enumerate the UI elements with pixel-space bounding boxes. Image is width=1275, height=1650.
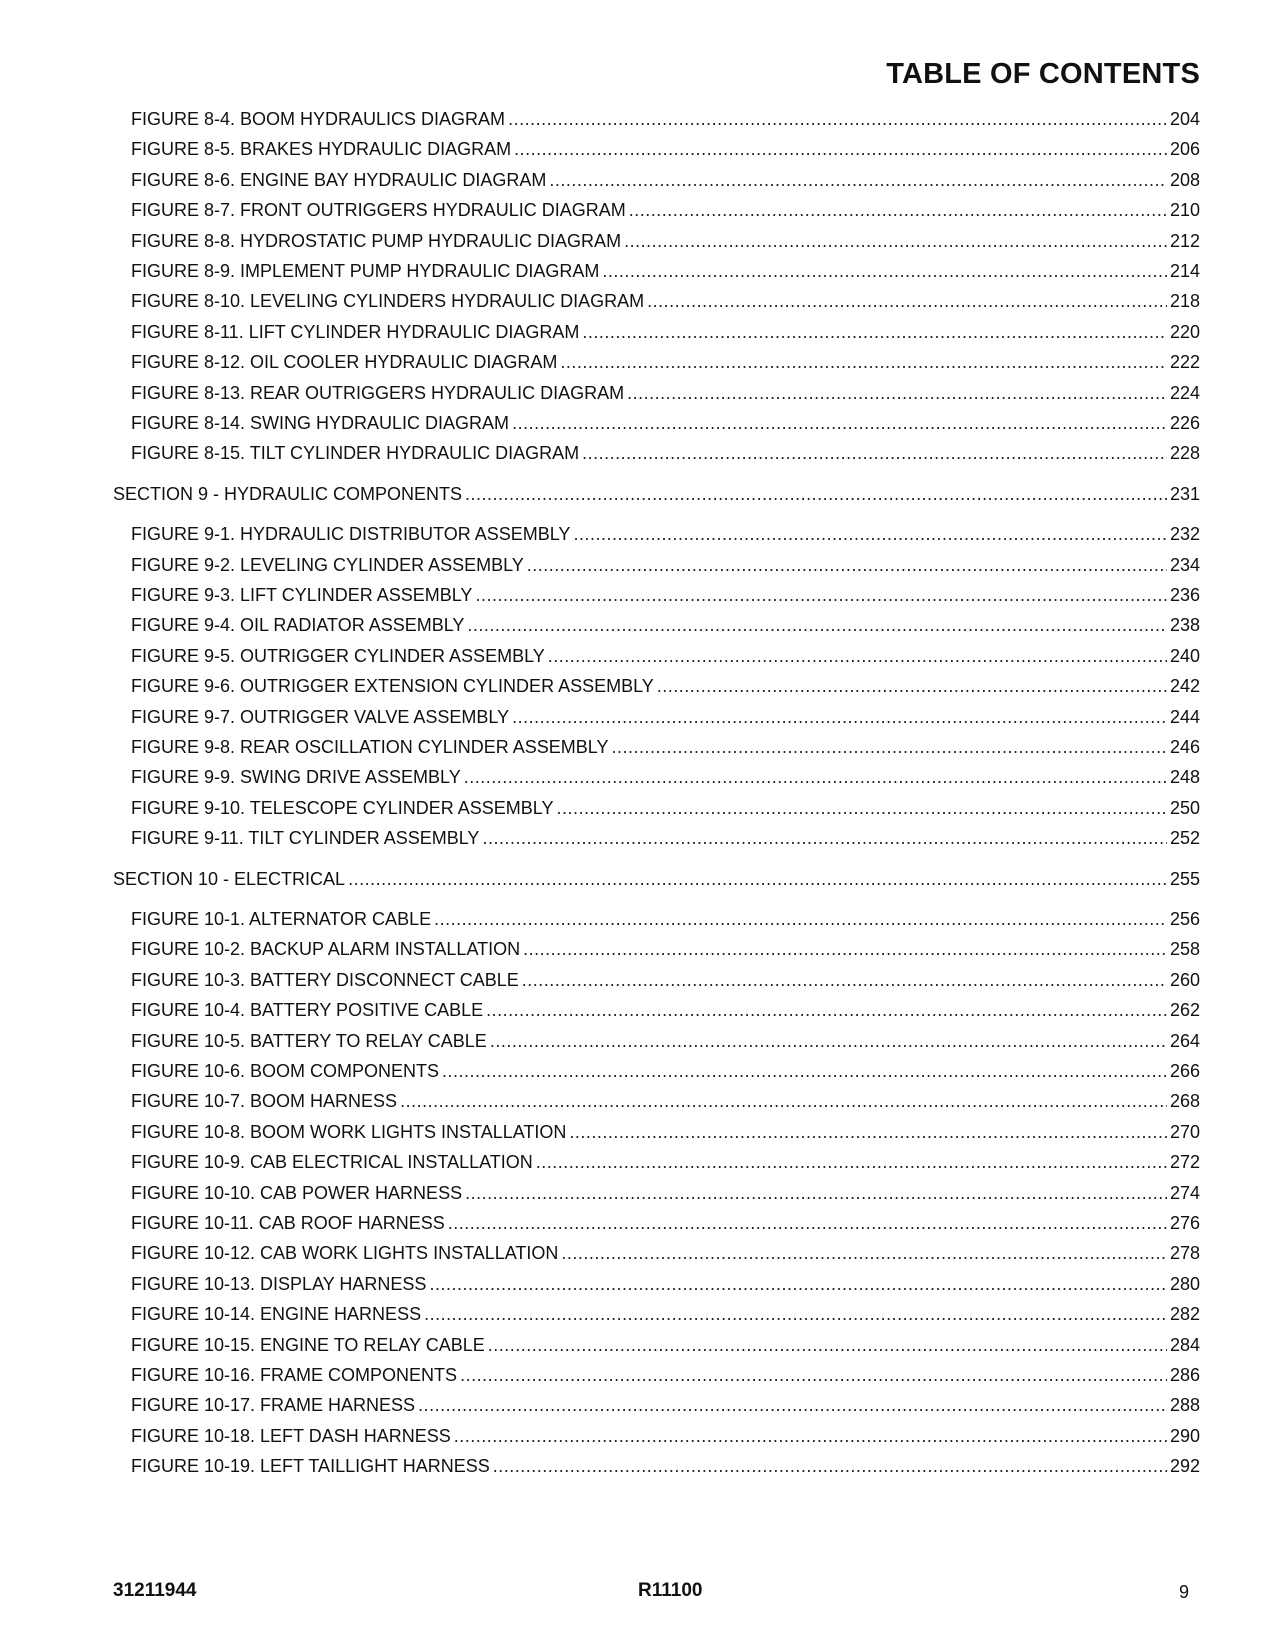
toc-dot-leader xyxy=(460,1364,1167,1386)
toc-entry-page: 258 xyxy=(1169,939,1200,960)
toc-figure-entry[interactable] xyxy=(131,1273,1200,1295)
toc-figure-entry[interactable] xyxy=(131,138,1200,160)
toc-entry-page: 264 xyxy=(1169,1030,1200,1051)
toc-entry-title: FIGURE 8-14. SWING HYDRAULIC DIAGRAM xyxy=(131,413,510,433)
toc-figure-entry[interactable] xyxy=(131,1455,1200,1477)
toc-entry-page: 262 xyxy=(1169,1000,1200,1021)
toc-figure-entry[interactable] xyxy=(131,736,1200,758)
toc-dot-leader xyxy=(493,1455,1167,1477)
toc-dot-leader xyxy=(523,938,1167,960)
toc-dot-leader xyxy=(490,1030,1167,1052)
toc-entry-title: FIGURE 10-8. BOOM WORK LIGHTS INSTALLATION xyxy=(131,1121,567,1142)
toc-entry-title: FIGURE 9-9. SWING DRIVE ASSEMBLY xyxy=(131,767,461,788)
toc-figure-entry[interactable] xyxy=(131,1151,1200,1173)
toc-dot-leader xyxy=(561,1242,1167,1264)
toc-entry-page: 228 xyxy=(1169,443,1200,464)
toc-section-entry[interactable] xyxy=(113,868,1200,890)
toc-figure-entry[interactable] xyxy=(131,645,1200,667)
toc-entry-title: FIGURE 9-10. TELESCOPE CYLINDER ASSEMBLY xyxy=(131,797,554,818)
toc-entry-title: FIGURE 10-3. BATTERY DISCONNECT CABLE xyxy=(131,969,519,990)
toc-dot-leader xyxy=(536,1151,1167,1173)
toc-entry-page: 244 xyxy=(1169,706,1200,727)
toc-entry-title: FIGURE 8-13. REAR OUTRIGGERS HYDRAULIC DIAGRAM xyxy=(131,382,625,403)
toc-entry-title: FIGURE 9-11. TILT CYLINDER ASSEMBLY xyxy=(131,828,480,849)
toc-dot-leader xyxy=(569,1121,1167,1143)
toc-entry-title: FIGURE 9-4. OIL RADIATOR ASSEMBLY xyxy=(131,615,465,636)
toc-dot-leader xyxy=(627,382,1167,404)
toc-figure-entry[interactable] xyxy=(131,706,1200,728)
toc-figure-entry[interactable] xyxy=(131,614,1200,636)
toc-entry-title: FIGURE 8-7. FRONT OUTRIGGERS HYDRAULIC DIAGRAM xyxy=(131,200,626,221)
toc-dot-leader xyxy=(512,412,1167,434)
toc-entry-page: 255 xyxy=(1169,868,1200,889)
toc-entry-page: 270 xyxy=(1169,1121,1200,1142)
toc-dot-leader xyxy=(465,483,1167,505)
toc-dot-leader xyxy=(434,908,1167,930)
toc-entry-page: 290 xyxy=(1169,1425,1200,1446)
toc-entry-title: FIGURE 10-15. ENGINE TO RELAY CABLE xyxy=(131,1334,485,1355)
toc-entry-title: FIGURE 8-15. TILT CYLINDER HYDRAULIC DIAGRAM xyxy=(131,443,580,464)
toc-dot-leader xyxy=(465,1182,1167,1204)
toc-figure-entry[interactable] xyxy=(131,108,1200,130)
toc-dot-leader xyxy=(548,645,1167,667)
toc-dot-leader xyxy=(624,230,1167,252)
toc-entry-title: FIGURE 10-10. CAB POWER HARNESS xyxy=(131,1182,463,1203)
toc-dot-leader xyxy=(486,999,1167,1021)
toc-entry-title: FIGURE 8-5. BRAKES HYDRAULIC DIAGRAM xyxy=(131,139,512,160)
toc-entry-page: 280 xyxy=(1169,1273,1200,1294)
toc-entry-title: FIGURE 10-4. BATTERY POSITIVE CABLE xyxy=(131,1000,484,1021)
toc-dot-leader xyxy=(442,1060,1167,1082)
toc-dot-leader xyxy=(482,827,1167,849)
toc-entry-title: FIGURE 8-10. LEVELING CYLINDERS HYDRAULIC DIAGRAM xyxy=(131,291,645,312)
toc-figure-entry[interactable] xyxy=(131,199,1200,221)
toc-dot-leader xyxy=(582,321,1167,343)
toc-entry-page: 282 xyxy=(1169,1304,1200,1325)
toc-figure-entry[interactable] xyxy=(131,382,1200,404)
toc-figure-entry[interactable] xyxy=(131,290,1200,312)
toc-figure-entry[interactable] xyxy=(131,797,1200,819)
toc-entry-page: 210 xyxy=(1169,200,1200,221)
toc-dot-leader xyxy=(657,675,1167,697)
toc-entry-page: 256 xyxy=(1169,909,1200,929)
toc-entry-title: FIGURE 9-8. REAR OSCILLATION CYLINDER ASSEMBLY xyxy=(131,737,609,757)
toc-dot-leader xyxy=(560,351,1167,373)
toc-entry-title: FIGURE 10-18. LEFT DASH HARNESS xyxy=(131,1425,451,1446)
toc-entry-page: 206 xyxy=(1169,139,1200,160)
toc-figure-entry[interactable] xyxy=(131,1060,1200,1082)
toc-figure-entry[interactable] xyxy=(131,675,1200,697)
toc-dot-leader xyxy=(467,614,1167,636)
toc-dot-leader xyxy=(556,797,1166,819)
toc-figure-entry[interactable] xyxy=(131,584,1200,606)
toc-entry-title: FIGURE 8-8. HYDROSTATIC PUMP HYDRAULIC DIAGRAM xyxy=(131,230,622,251)
toc-entry-title: FIGURE 8-4. BOOM HYDRAULICS DIAGRAM xyxy=(131,109,506,129)
toc-entry-title: FIGURE 10-11. CAB ROOF HARNESS xyxy=(131,1213,445,1233)
toc-entry-page: 266 xyxy=(1169,1061,1200,1081)
toc-entry-page: 214 xyxy=(1169,261,1200,281)
toc-dot-leader xyxy=(573,523,1167,545)
toc-entry-title: FIGURE 9-7. OUTRIGGER VALVE ASSEMBLY xyxy=(131,706,510,727)
toc-dot-leader xyxy=(602,260,1167,282)
toc-entry-title: FIGURE 10-13. DISPLAY HARNESS xyxy=(131,1273,427,1294)
toc-entry-page: 286 xyxy=(1169,1365,1200,1385)
toc-entry-page: 222 xyxy=(1169,352,1200,373)
toc-figure-entry[interactable] xyxy=(131,412,1200,434)
toc-dot-leader xyxy=(629,199,1167,221)
toc-figure-entry[interactable] xyxy=(131,1394,1200,1416)
toc-dot-leader xyxy=(348,868,1167,890)
toc-figure-entry[interactable] xyxy=(131,827,1200,849)
toc-figure-entry[interactable] xyxy=(131,351,1200,373)
toc-entry-page: 288 xyxy=(1169,1395,1200,1416)
toc-entry-title: FIGURE 9-2. LEVELING CYLINDER ASSEMBLY xyxy=(131,554,524,575)
toc-entry-page: 212 xyxy=(1169,230,1200,251)
toc-entry-page: 276 xyxy=(1169,1213,1200,1233)
toc-figure-entry[interactable] xyxy=(131,1303,1200,1325)
toc-entry-page: 284 xyxy=(1169,1334,1200,1355)
toc-entry-page: 252 xyxy=(1169,828,1200,849)
toc-entry-title: FIGURE 10-16. FRAME COMPONENTS xyxy=(131,1365,458,1385)
toc-figure-entry[interactable] xyxy=(131,554,1200,576)
toc-dot-leader xyxy=(514,138,1167,160)
toc-figure-entry[interactable] xyxy=(131,1182,1200,1204)
toc-entry-page: 246 xyxy=(1169,737,1200,757)
toc-entry-page: 231 xyxy=(1169,483,1200,504)
toc-entry-page: 240 xyxy=(1169,645,1200,666)
toc-entry-title: FIGURE 10-9. CAB ELECTRICAL INSTALLATION xyxy=(131,1152,533,1173)
toc-figure-entry[interactable] xyxy=(131,1030,1200,1052)
toc-dot-leader xyxy=(464,766,1167,788)
toc-entry-title: FIGURE 9-1. HYDRAULIC DISTRIBUTOR ASSEMBLY xyxy=(131,524,571,545)
toc-dot-leader xyxy=(611,736,1166,758)
toc-dot-leader xyxy=(508,108,1167,130)
toc-entry-title: FIGURE 10-17. FRAME HARNESS xyxy=(131,1395,416,1416)
toc-entry-page: 204 xyxy=(1169,109,1200,129)
toc-entry-page: 220 xyxy=(1169,321,1200,342)
toc-entry-page: 238 xyxy=(1169,615,1200,636)
toc-figure-entry[interactable] xyxy=(131,230,1200,252)
toc-dot-leader xyxy=(582,442,1167,464)
toc-figure-entry[interactable] xyxy=(131,442,1200,464)
toc-section-entry[interactable] xyxy=(113,483,1200,505)
toc-figure-entry[interactable] xyxy=(131,169,1200,191)
toc-dot-leader xyxy=(647,290,1167,312)
toc-figure-entry[interactable] xyxy=(131,969,1200,991)
toc-entry-page: 274 xyxy=(1169,1182,1200,1203)
footer-doc-number: 31211944 xyxy=(113,1580,197,1601)
toc-entry-page: 292 xyxy=(1169,1456,1200,1477)
toc-figure-entry[interactable] xyxy=(131,938,1200,960)
toc-entry-title: FIGURE 10-7. BOOM HARNESS xyxy=(131,1091,398,1112)
toc-dot-leader xyxy=(475,584,1167,606)
toc-entry-title: FIGURE 10-14. ENGINE HARNESS xyxy=(131,1304,422,1325)
toc-entry-page: 226 xyxy=(1169,413,1200,433)
toc-dot-leader xyxy=(424,1303,1167,1325)
toc-entry-page: 224 xyxy=(1169,382,1200,403)
toc-entry-page: 232 xyxy=(1169,524,1200,545)
toc-figure-entry[interactable] xyxy=(131,321,1200,343)
toc-dot-leader xyxy=(400,1090,1167,1112)
toc-entry-page: 250 xyxy=(1169,797,1200,818)
toc-entry-page: 236 xyxy=(1169,585,1200,605)
toc-figure-entry[interactable] xyxy=(131,908,1200,930)
toc-dot-leader xyxy=(429,1273,1167,1295)
toc-entry-title: FIGURE 9-3. LIFT CYLINDER ASSEMBLY xyxy=(131,585,473,605)
toc-entry-title: FIGURE 10-19. LEFT TAILLIGHT HARNESS xyxy=(131,1456,490,1477)
toc-entry-title: FIGURE 8-12. OIL COOLER HYDRAULIC DIAGRAM xyxy=(131,352,558,373)
toc-entry-title: FIGURE 8-11. LIFT CYLINDER HYDRAULIC DIAGRAM xyxy=(131,321,580,342)
page-title: TABLE OF CONTENTS xyxy=(886,58,1200,90)
toc-entry-page: 278 xyxy=(1169,1243,1200,1264)
toc-figure-entry[interactable] xyxy=(131,1364,1200,1386)
toc-figure-entry[interactable] xyxy=(131,1334,1200,1356)
toc-dot-leader xyxy=(488,1334,1167,1356)
toc-entry-title: FIGURE 9-6. OUTRIGGER EXTENSION CYLINDER ASSEMBLY xyxy=(131,676,654,697)
toc-figure-entry[interactable] xyxy=(131,999,1200,1021)
toc-entry-title: FIGURE 9-5. OUTRIGGER CYLINDER ASSEMBLY xyxy=(131,645,545,666)
toc-entry-page: 260 xyxy=(1169,969,1200,990)
toc-figure-entry[interactable] xyxy=(131,1090,1200,1112)
toc-dot-leader xyxy=(418,1394,1167,1416)
toc-dot-leader xyxy=(549,169,1167,191)
toc-figure-entry[interactable] xyxy=(131,766,1200,788)
footer-revision: R11100 xyxy=(638,1580,703,1601)
toc-figure-entry[interactable] xyxy=(131,1212,1200,1234)
toc-figure-entry[interactable] xyxy=(131,1242,1200,1264)
toc-dot-leader xyxy=(454,1425,1167,1447)
toc-dot-leader xyxy=(522,969,1167,991)
toc-entry-page: 208 xyxy=(1169,169,1200,190)
toc-dot-leader xyxy=(512,706,1167,728)
toc-entry-page: 218 xyxy=(1169,291,1200,312)
toc-dot-leader xyxy=(448,1212,1167,1234)
toc-entry-title: FIGURE 10-5. BATTERY TO RELAY CABLE xyxy=(131,1030,487,1051)
toc-entry-title: FIGURE 10-2. BACKUP ALARM INSTALLATION xyxy=(131,939,521,960)
toc-entry-title: SECTION 10 - ELECTRICAL xyxy=(113,868,346,889)
toc-figure-entry[interactable] xyxy=(131,523,1200,545)
toc-entry-page: 248 xyxy=(1169,767,1200,788)
toc-entry-title: SECTION 9 - HYDRAULIC COMPONENTS xyxy=(113,483,463,504)
toc-figure-entry[interactable] xyxy=(131,1425,1200,1447)
toc-entry-title: FIGURE 8-6. ENGINE BAY HYDRAULIC DIAGRAM xyxy=(131,169,547,190)
toc-entry-page: 272 xyxy=(1169,1152,1200,1173)
toc-entry-title: FIGURE 10-1. ALTERNATOR CABLE xyxy=(131,909,432,929)
toc-figure-entry[interactable] xyxy=(131,260,1200,282)
toc-dot-leader xyxy=(527,554,1167,576)
toc-entry-page: 234 xyxy=(1169,554,1200,575)
toc-entry-title: FIGURE 10-12. CAB WORK LIGHTS INSTALLATION xyxy=(131,1243,559,1264)
footer-page-number: 9 xyxy=(1178,1582,1189,1602)
toc-entry-title: FIGURE 10-6. BOOM COMPONENTS xyxy=(131,1061,440,1081)
toc-entry-page: 268 xyxy=(1169,1091,1200,1112)
toc-entry-page: 242 xyxy=(1169,676,1200,697)
toc-figure-entry[interactable] xyxy=(131,1121,1200,1143)
toc-entry-title: FIGURE 8-9. IMPLEMENT PUMP HYDRAULIC DIAGRAM xyxy=(131,261,600,281)
